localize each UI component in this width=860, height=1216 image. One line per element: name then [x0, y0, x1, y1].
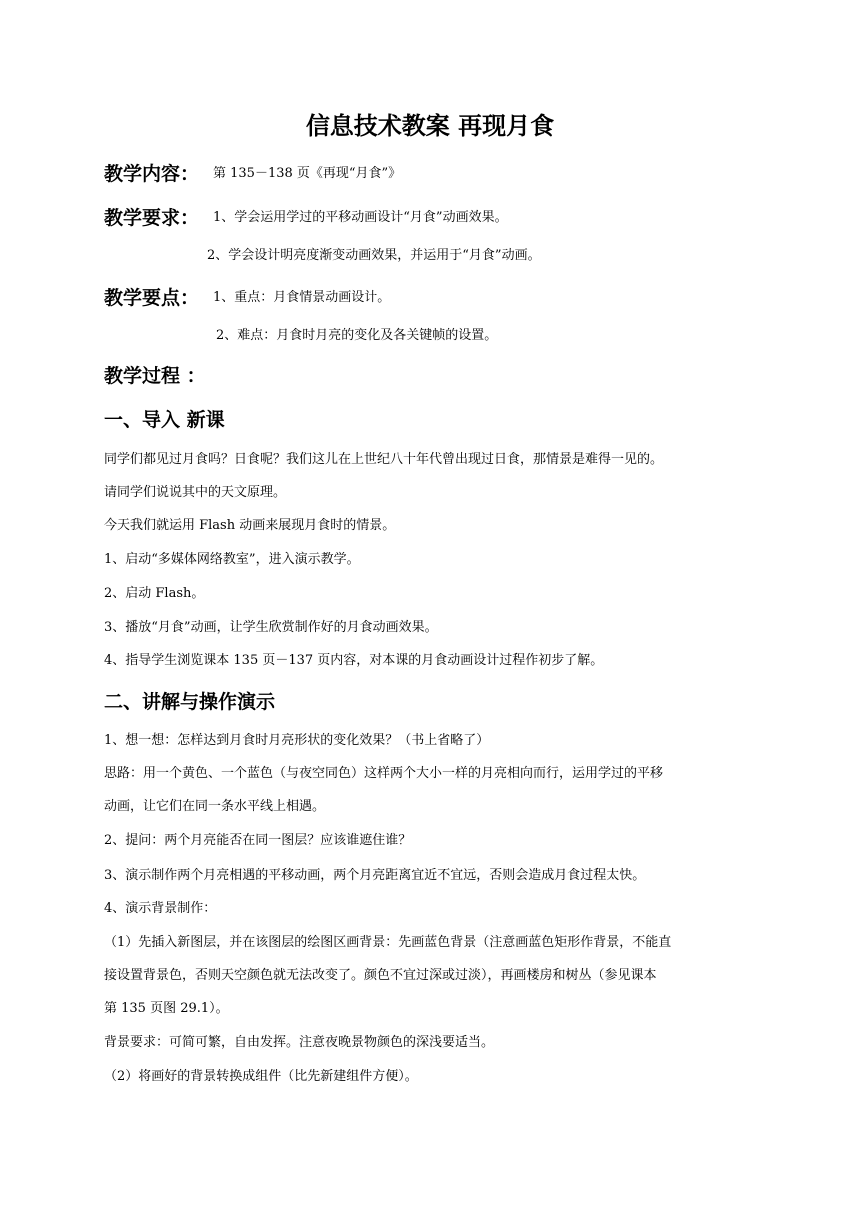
- section2-paragraph: （2）将画好的背景转换成组件（比先新建组件方便）。: [104, 1069, 418, 1084]
- key-point-item-2: 2、难点：月食时月亮的变化及各关键帧的设置。: [216, 328, 498, 343]
- content-value: 第 135－138 页《再现“月食”》: [213, 166, 402, 181]
- section1-paragraph: 今天我们就运用 Flash 动画来展现月食时的情景。: [104, 518, 396, 533]
- document-title: 信息技术教案 再现月食: [305, 112, 555, 140]
- key-points-label: 教学要点：: [104, 287, 200, 309]
- section2-paragraph: 背景要求：可简可繁，自由发挥。注意夜晚景物颜色的深浅要适当。: [104, 1035, 495, 1050]
- section1-paragraph: 4、指导学生浏览课本 135 页－137 页内容，对本课的月食动画设计过程作初步了解。: [104, 653, 604, 668]
- section2-paragraph: 2、提问：两个月亮能否在同一图层？应该谁遮住谁？: [104, 833, 412, 848]
- content-label: 教学内容：: [104, 163, 200, 185]
- section1-paragraph: 3、播放“月食”动画，让学生欣赏制作好的月食动画效果。: [104, 620, 438, 635]
- key-point-item-1: 1、重点：月食情景动画设计。: [213, 290, 391, 305]
- section1-paragraph: 1、启动“多媒体网络教室”，进入演示教学。: [104, 552, 360, 567]
- section1-paragraph: 2、启动 Flash。: [104, 586, 205, 601]
- section2-heading: 二、讲解与操作演示: [104, 691, 276, 713]
- section1-paragraph: 同学们都见过月食吗？日食呢？我们这儿在上世纪八十年代曾出现过日食，那情景是难得一见的。: [104, 452, 664, 467]
- requirements-label: 教学要求：: [104, 207, 200, 229]
- section2-paragraph: 动画，让它们在同一条水平线上相遇。: [104, 799, 326, 814]
- section2-paragraph: （1）先插入新图层，并在该图层的绘图区画背景：先画蓝色背景（注意画蓝色矩形作背景，不能直: [104, 935, 672, 950]
- section2-paragraph: 第 135 页图 29.1）。: [104, 1001, 229, 1016]
- process-heading: 教学过程 ：: [104, 365, 206, 387]
- requirement-item-2: 2、学会设计明亮度渐变动画效果，并运用于“月食”动画。: [207, 248, 541, 263]
- section2-paragraph: 接设置背景色，否则天空颜色就无法改变了。颜色不宜过深或过淡），再画楼房和树丛（参见课本: [104, 968, 657, 983]
- section1-heading: 一、导入 新课: [104, 409, 225, 431]
- section2-paragraph: 1、想一想：怎样达到月食时月亮形状的变化效果？（书上省略了）: [104, 733, 490, 748]
- section1-paragraph: 请同学们说说其中的天文原理。: [104, 485, 287, 500]
- section2-paragraph: 思路：用一个黄色、一个蓝色（与夜空同色）这样两个大小一样的月亮相向而行，运用学过的平移: [104, 766, 664, 781]
- section2-paragraph: 4、演示背景制作：: [104, 901, 217, 916]
- section2-paragraph: 3、演示制作两个月亮相遇的平移动画，两个月亮距离宜近不宜远，否则会造成月食过程太快。: [104, 868, 646, 883]
- requirement-item-1: 1、学会运用学过的平移动画设计“月食”动画效果。: [213, 210, 508, 225]
